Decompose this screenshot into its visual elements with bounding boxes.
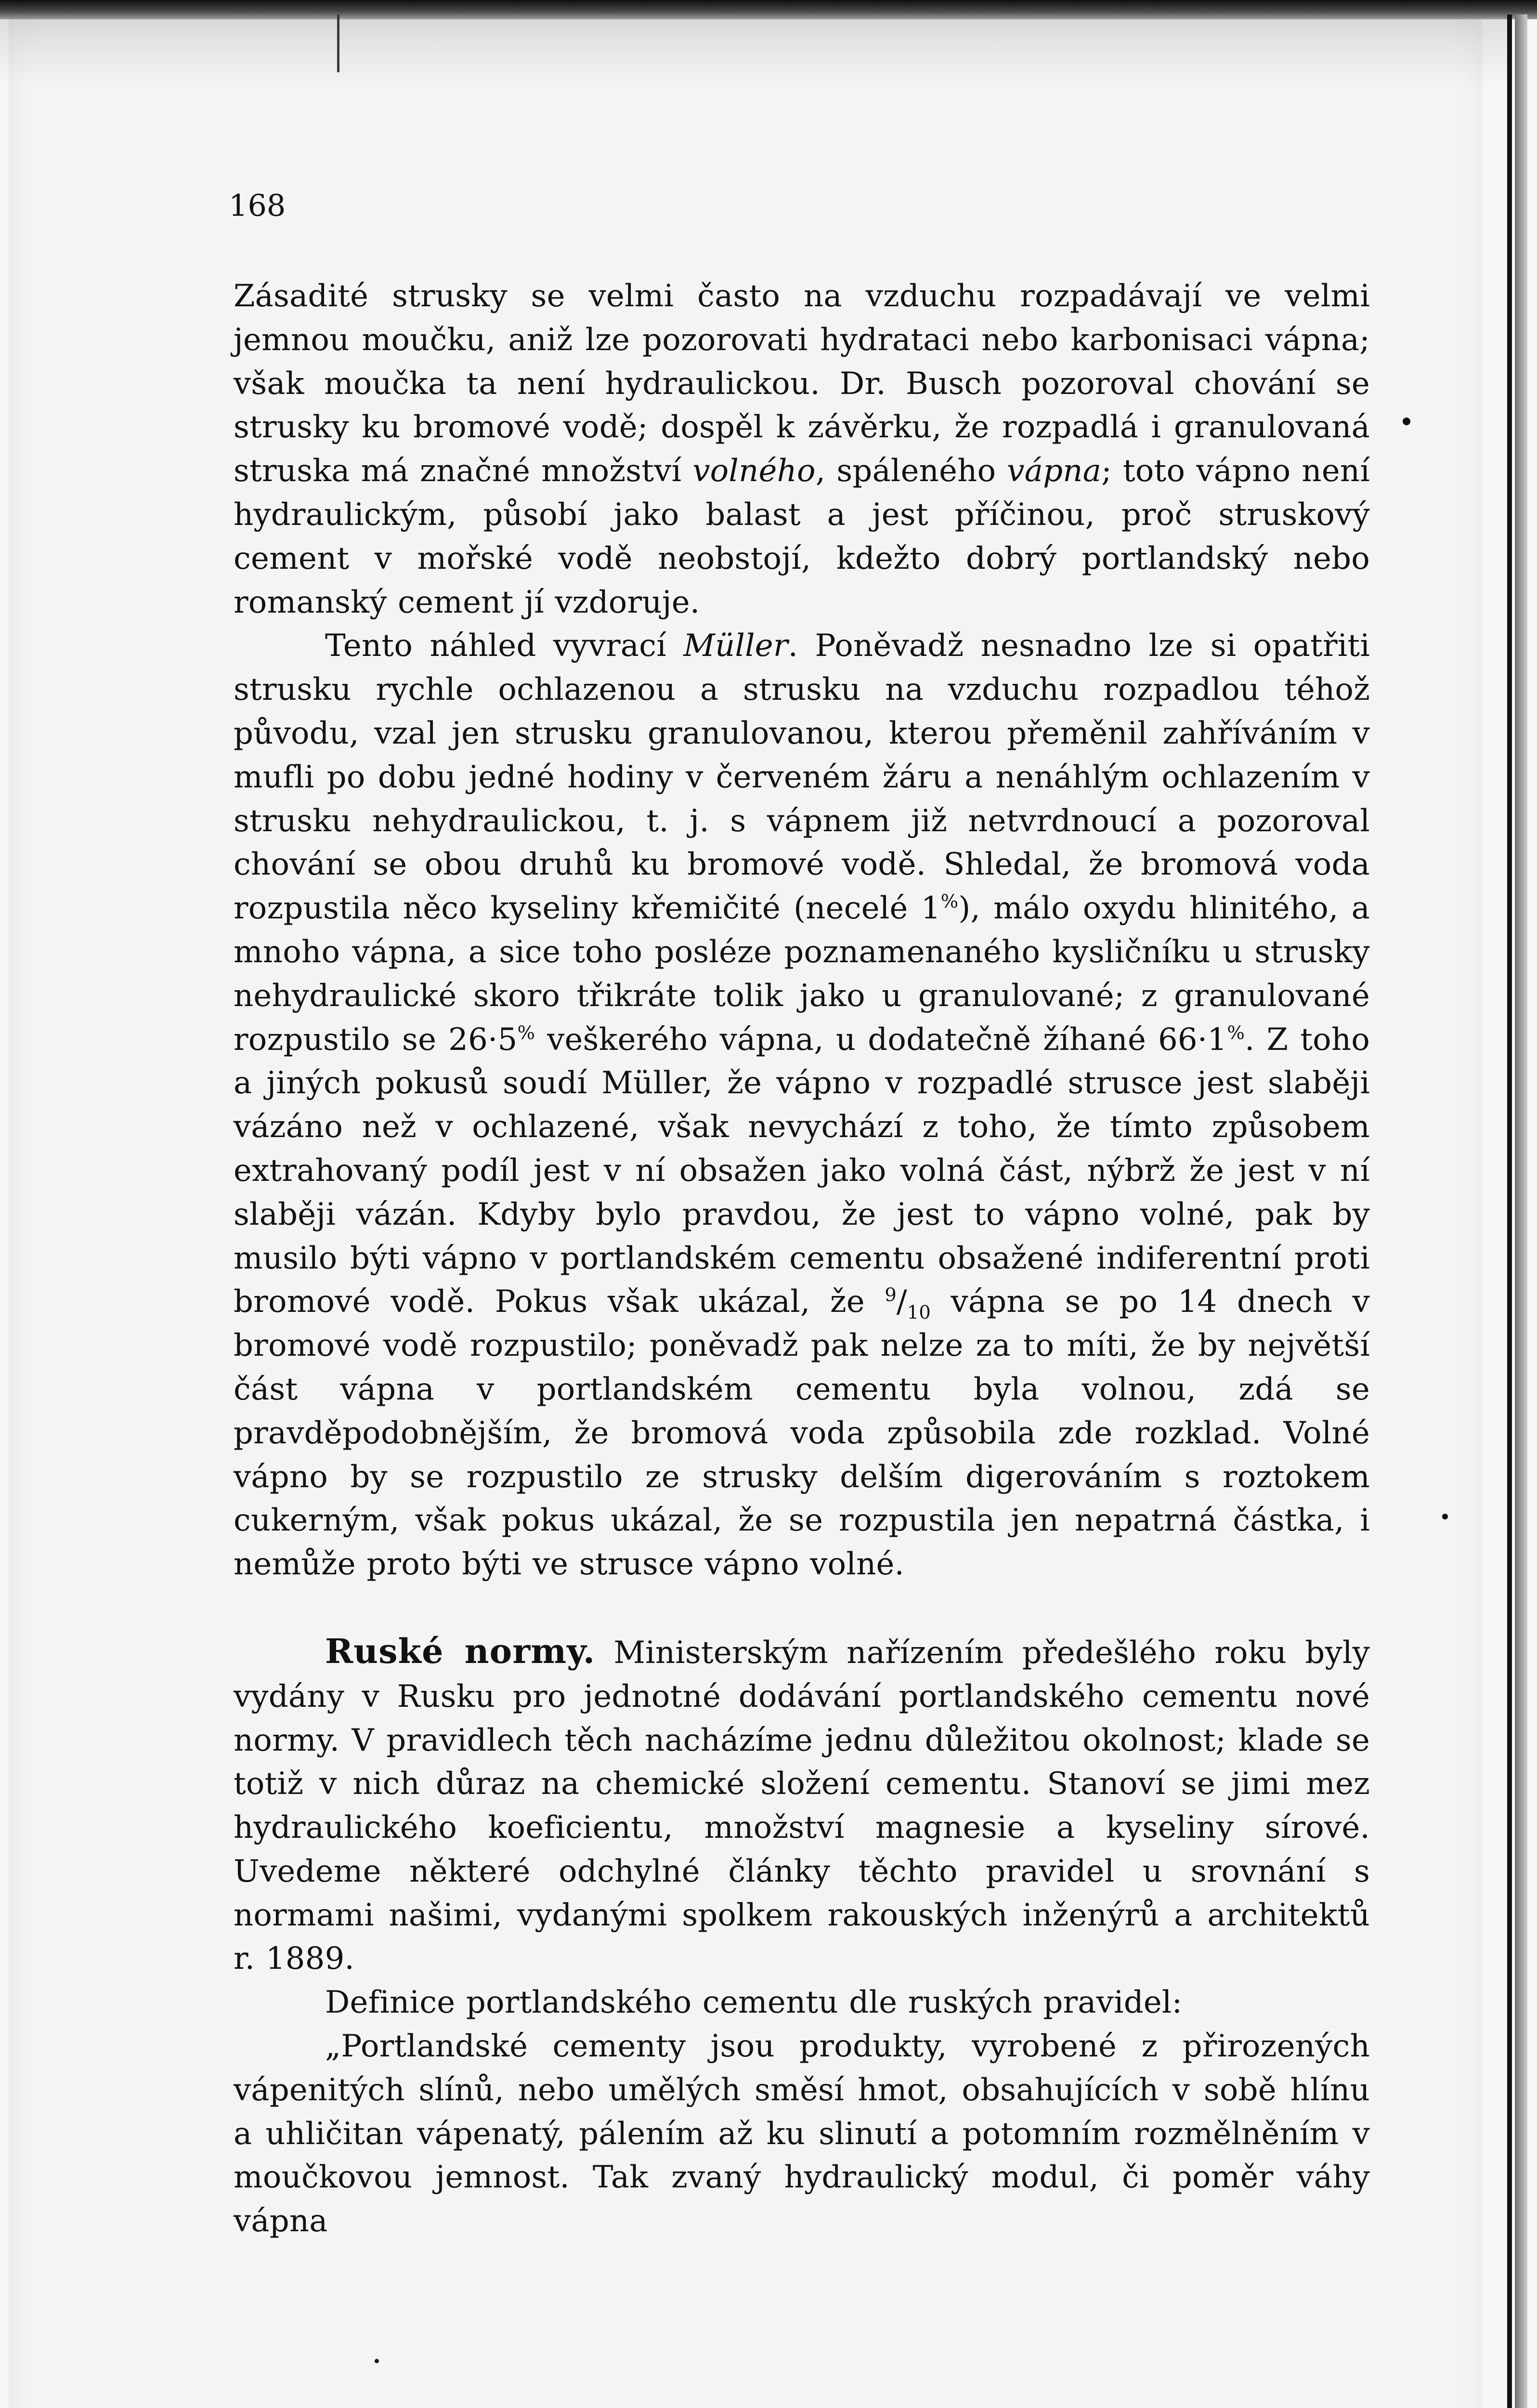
scan-right-border [1507, 14, 1512, 2408]
scan-right-edge [1515, 14, 1527, 2408]
text-run: Zásadité strusky se velmi často na vzduchu rozpadávají ve velmi jemnou moučku, aniž lze pozorovati hydrataci nebo karbonisaci vápna; však moučka ta není hydraulickou. Dr. Busch pozoroval chování se strusky ku bromové vodě; dospěl k závěrku, že rozpadlá i granulovaná struska má značné množství [234, 278, 1370, 489]
italic-word: vápna [1007, 453, 1102, 489]
percent-sign: % [1227, 1022, 1245, 1044]
paragraph-strusky [234, 275, 1370, 624]
text-run: Definice portlandského cementu dle ruských pravidel: [325, 1985, 1183, 2021]
paragraph-citace [234, 2025, 1370, 2243]
text-run: ; toto vápno není hydraulickým, působí jako balast a jest příčinou, proč struskový cement v mořské vodě neobstojí, kdežto dobrý portlandský nebo romanský cement jí vzdoruje. [234, 453, 1370, 620]
text-run: . Poněvadž nesnadno lze si opatřiti strusku rychle ochlazenou a strusku na vzduchu rozpadlou téhož původu, vzal jen strusku granulovanou, kterou přeměnil zahříváním v mufli po dobu jedné hodiny v červeném žáru a nenáhlým ochlazením v strusku nehydraulickou, t. j. s vápnem již netvrdnoucí a pozoroval chování se obou druhů ku bromové vodě. Shledal, že bromová voda rozpustila něco kyseliny křemičité (necelé 1 [234, 628, 1370, 927]
percent-sign: % [517, 1022, 535, 1044]
scan-top-shadow [0, 19, 1507, 87]
text-run: . Z toho a jiných pokusů soudí Müller, že vápno v rozpadlé strusce jest slaběji vázáno než v ochlazené, však nevychází z toho, že tímto způsobem extrahovaný podíl jest v ní obsažen jako volná část, nýbrž že jest v ní slaběji vázán. Kdyby bylo pravdou, že jest to vápno volné, pak by musilo býti vápno v portlandském cementu obsažené indiferentní proti bromové vodě. Pokus však ukázal, že [234, 1021, 1370, 1320]
dot-mark [1403, 418, 1410, 425]
scan-top-edge [0, 0, 1537, 19]
dot-mark [1442, 1514, 1448, 1519]
text-run: Tento náhled vyvrací [325, 628, 684, 664]
paragraph-muller [234, 624, 1370, 1586]
text-run: , spáleného [815, 453, 1007, 489]
text-run: veškerého vápna, u dodatečně žíhané 66·1 [535, 1021, 1227, 1058]
scan-mark [337, 14, 339, 72]
percent-sign: % [940, 890, 959, 913]
paragraph-definice [234, 1981, 1370, 2025]
text-run: Ministerským nařízením předešlého roku byly vydány v Rusku pro jednotné dodávání portlandského cementu nové normy. V pravidlech těch nacházíme jednu důležitou okolnost; klade se totiž v nich důraz na chemické složení cementu. Stanoví se jimi mez hydraulického koeficientu, množství magnesie a kyseliny sírové. Uvedeme některé odchylné články těchto pravidel u srovnání s normami našimi, vydanými spolkem rakouských inženýrů a architektů r. 1889. [234, 1635, 1370, 1977]
page-number: 168 [229, 188, 286, 223]
paragraph-ruske-normy [234, 1630, 1370, 1981]
fraction-slash: / [897, 1284, 907, 1320]
fraction-denominator: 10 [907, 1302, 931, 1324]
italic-name: Müller [683, 628, 788, 664]
fraction-numerator: 9 [885, 1284, 897, 1306]
text-run: vápna se po 14 dnech v bromové vodě rozpustilo; poněvadž pak nelze za to míti, že by největší část vápna v portlandském cementu byla volnou, zdá se pravděpodobnějším, že bromová voda způsobila zde rozklad. Volné vápno by se rozpustilo ze strusky delším digerováním s roztokem cukerným, však pokus ukázal, že se rozpustila jen nepatrná částka, i nemůže proto býti ve strusce vápno volné. [234, 1284, 1370, 1583]
italic-word: volného [692, 453, 816, 489]
section-heading: Ruské normy. [325, 1631, 596, 1671]
dot-mark [375, 2359, 379, 2363]
text-run: „Portlandské cementy jsou produkty, vyrobené z přirozených vápenitých slínů, nebo umělých směsí hmot, obsahujících v sobě hlínu a uhličitan vápenatý, pálením až ku slinutí a potomním rozmělněním v moučkovou jemnost. Tak zvaný hydraulický modul, či poměr váhy vápna [234, 2028, 1370, 2239]
body-text [234, 275, 1370, 2243]
text-run: ), málo oxydu hlinitého, a mnoho vápna, a sice toho posléze poznamenaného kysličníku u strusky nehydraulické skoro třikráte tolik jako u granulované; z granulované rozpustilo se 26·5 [234, 890, 1370, 1058]
